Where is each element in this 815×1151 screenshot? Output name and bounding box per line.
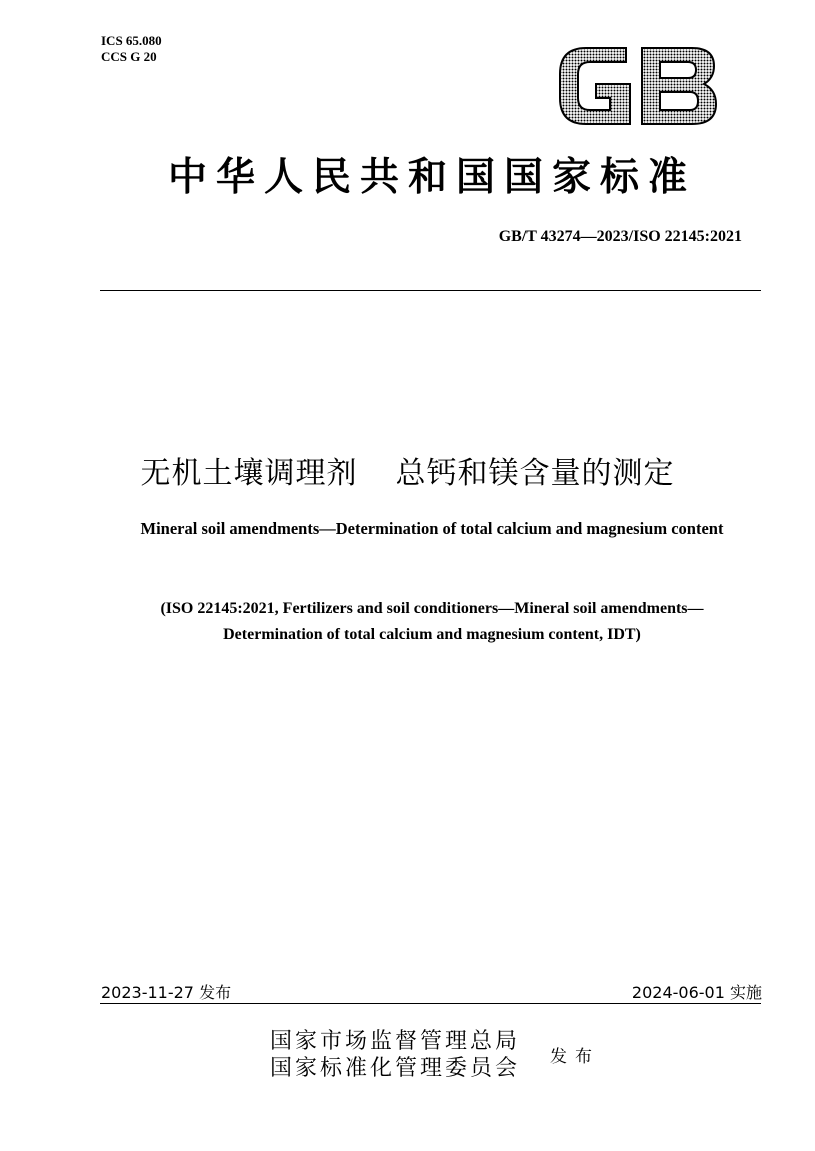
issue-date: 2023-11-27 发布 <box>101 983 232 1002</box>
iso-note-line2: Determination of total calcium and magnesium content, IDT) <box>223 626 641 643</box>
ccs-code: CCS G 20 <box>101 49 157 64</box>
publish-label: 发布 <box>550 1047 600 1066</box>
chinese-title-part2: 总钙和镁含量的测定 <box>395 456 675 491</box>
issuer-sac: 国家标准化管理委员会 <box>270 1055 521 1080</box>
implementation-date: 2024-06-01 实施 <box>631 983 762 1002</box>
chinese-title <box>0 448 815 492</box>
iso-note-line1: (ISO 22145:2021, Fertilizers and soil conditioners—Mineral soil amendments— <box>160 600 704 617</box>
top-divider <box>100 290 761 291</box>
chinese-title-part1: 无机土壤调理剂 <box>140 456 358 491</box>
ics-code: ICS 65.080 <box>101 33 162 48</box>
english-title: Mineral soil amendments—Determination of total calcium and magnesium content <box>140 519 724 538</box>
iso-equivalence-note <box>0 596 815 648</box>
classification-codes <box>101 33 162 65</box>
standard-number: GB/T 43274—2023/ISO 22145:2021 <box>498 228 742 245</box>
national-standard-title: 中华人民共和国国家标准 <box>167 156 696 199</box>
gb-logo <box>556 44 720 128</box>
issuing-authorities <box>270 1027 520 1081</box>
issuer-samr: 国家市场监督管理总局 <box>270 1028 521 1053</box>
bottom-divider <box>100 1003 761 1004</box>
